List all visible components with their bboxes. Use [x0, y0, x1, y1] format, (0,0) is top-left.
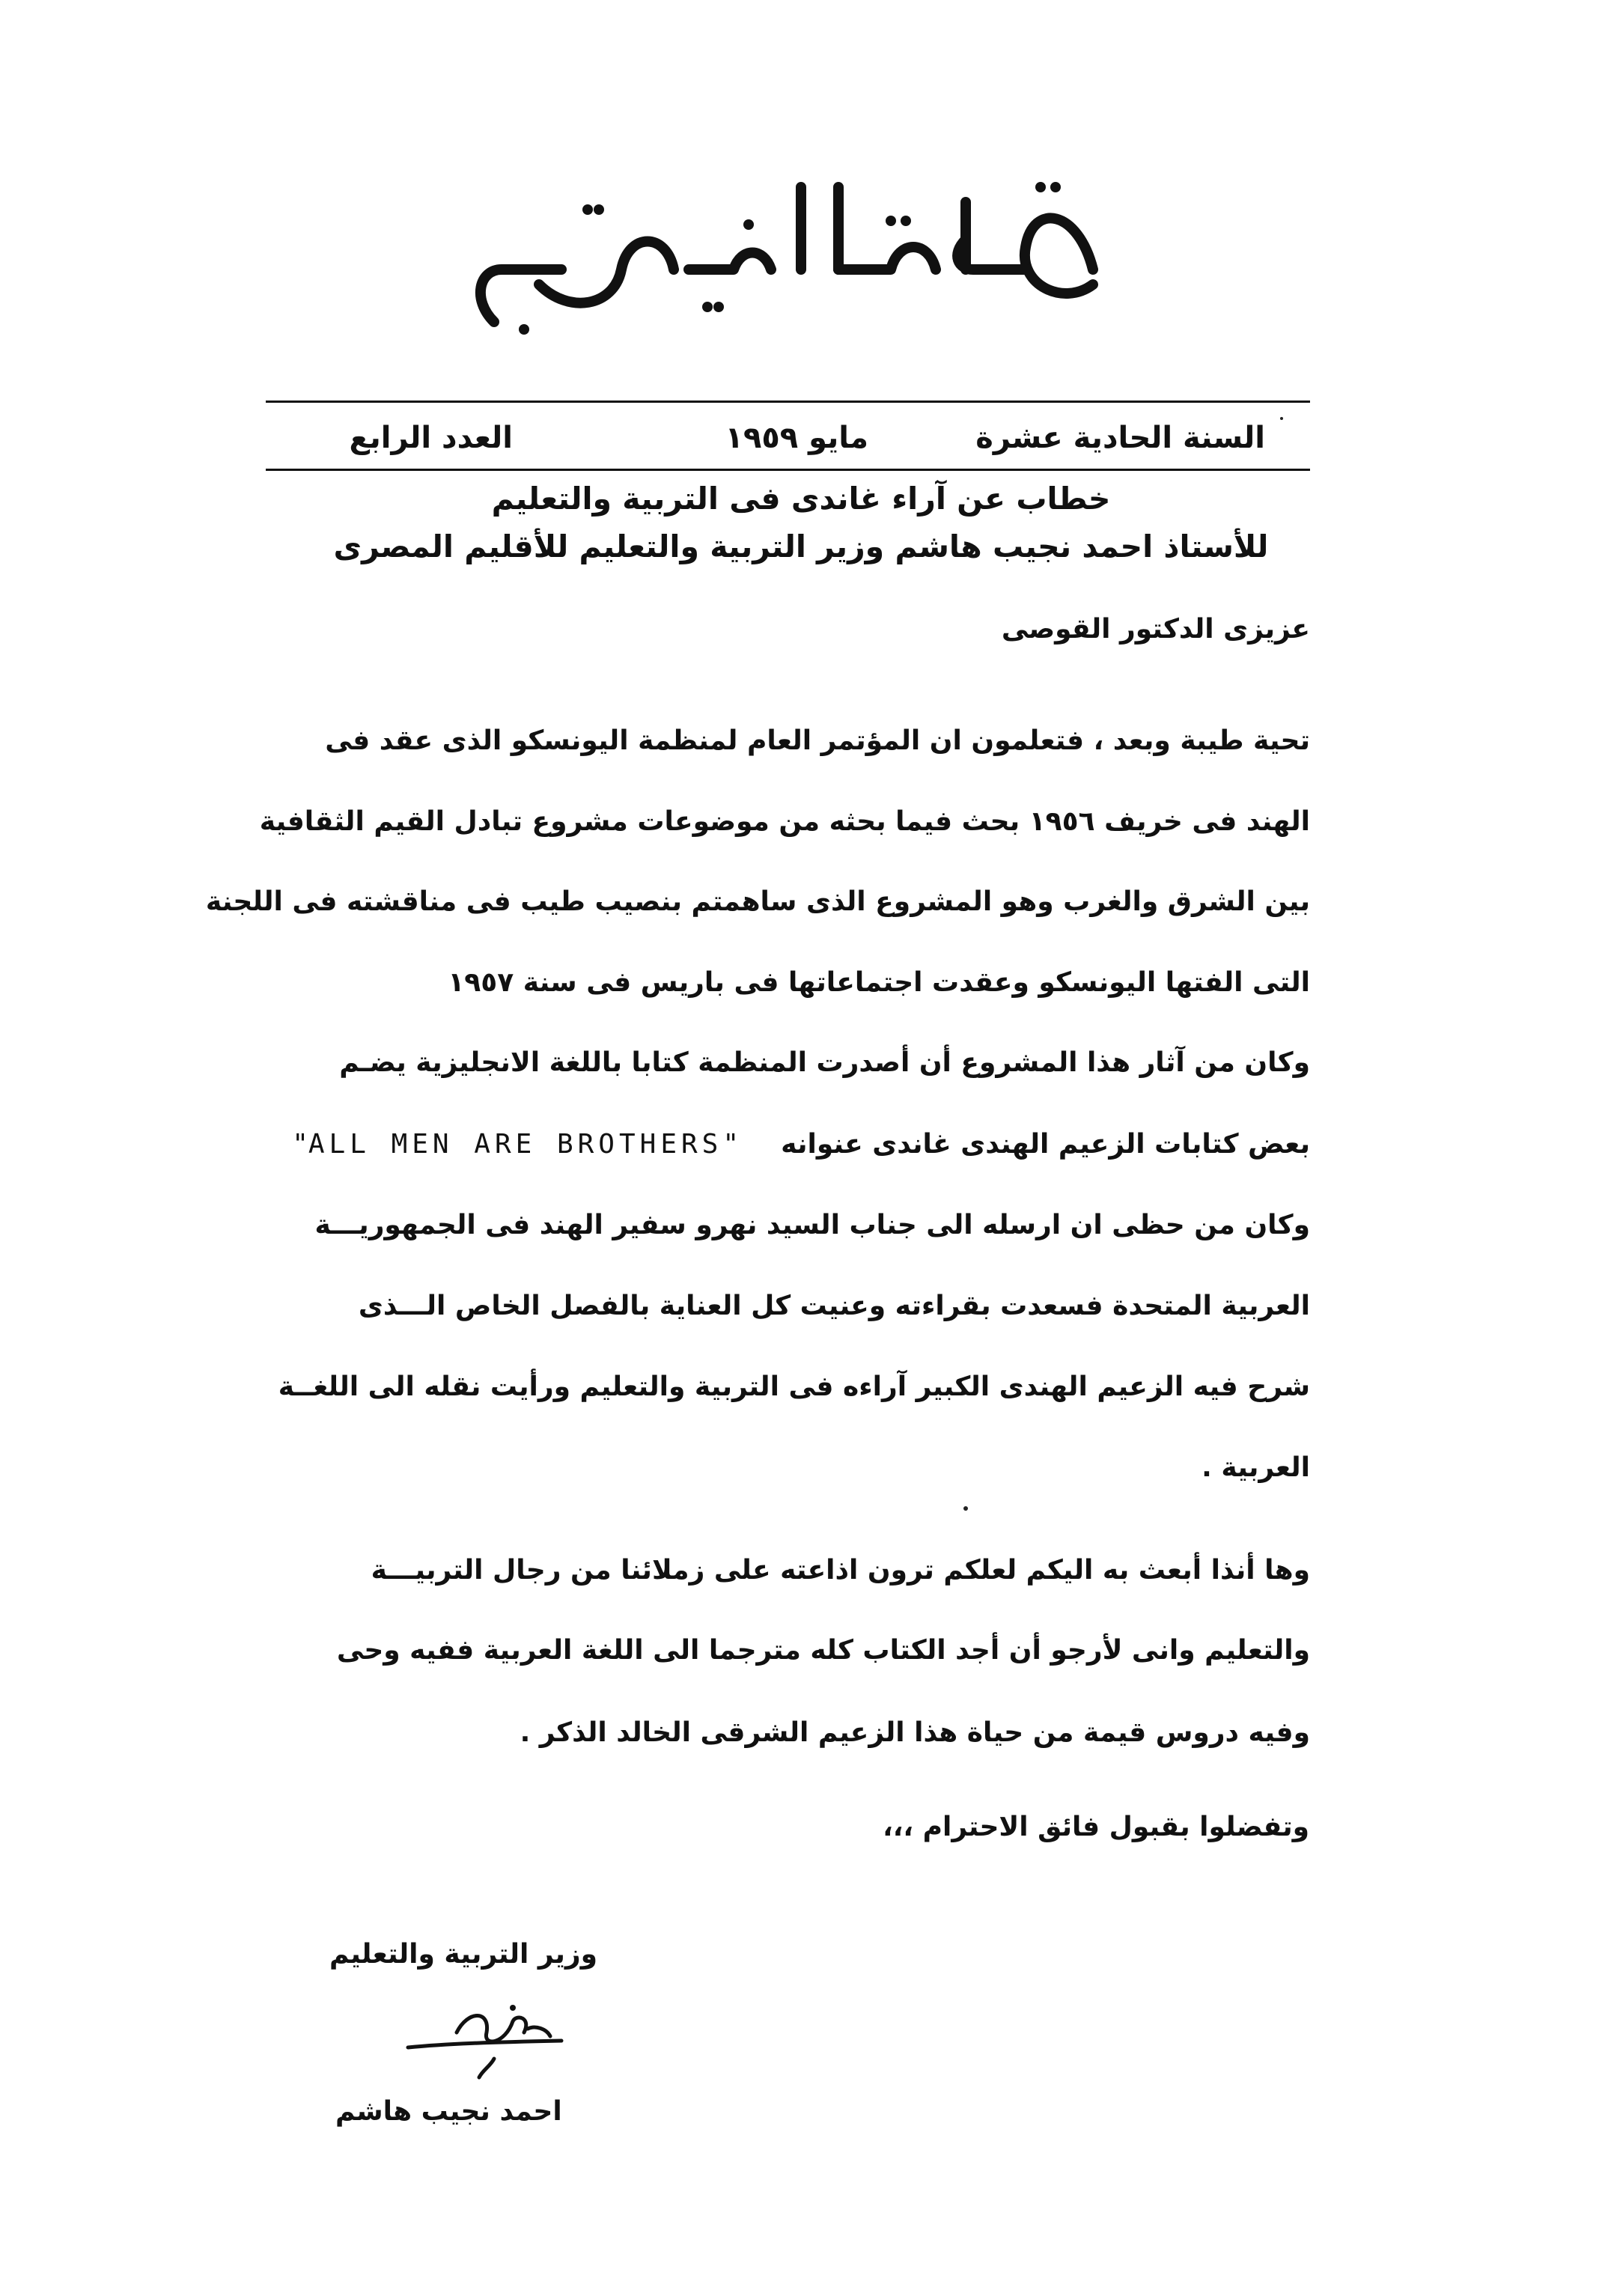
paragraph-line: وكان من حظى ان ارسله الى جناب السيد نهرو سفير الهند فى الجمهوريـــة [314, 1210, 1310, 1240]
issue-info-row [266, 410, 1310, 466]
issue-number: العدد الرابع [349, 421, 513, 455]
top-rule [266, 401, 1310, 403]
book-title: "ALL MEN ARE BROTHERS" [292, 1129, 744, 1160]
paragraph-line: والتعليم وانى لأرجو أن أجد الكتاب كله مترجما الى اللغة العربية ففيه وحى [336, 1635, 1310, 1666]
article-byline: للأستاذ احمد نجيب هاشم وزير التربية والتعليم للأقليم المصرى [333, 529, 1269, 564]
issue-date: مايو ١٩٥٩ [725, 421, 868, 455]
paragraph-line: الهند فى خريف ١٩٥٦ بحث فيما بحثه من موضوعات مشروع تبادل القيم الثقافية [259, 806, 1310, 837]
bottom-rule [266, 469, 1310, 471]
paragraph-line-text: بعض كتابات الزعيم الهندى غاندى عنوانه [781, 1129, 1310, 1160]
letter-salutation: عزيزى الدكتور القوصى [1001, 614, 1310, 645]
paragraph-line-with-book-title [273, 1118, 1310, 1171]
paragraph-line: التى الفتها اليونسكو وعقدت اجتماعاتها فى باريس فى سنة ١٩٥٧ [448, 967, 1310, 998]
handwritten-signature [401, 1991, 573, 2081]
scan-speck [963, 1506, 968, 1511]
article-title: خطاب عن آراء غاندى فى التربية والتعليم [491, 481, 1111, 517]
paragraph-line: تحية طيبة وبعد ، فتعلمون ان المؤتمر العام لمنظمة اليونسكو الذى عقد فى [325, 725, 1310, 756]
signatory-name: احمد نجيب هاشم [335, 2096, 562, 2127]
masthead-calligraphy [449, 157, 1123, 374]
paragraph-line: بين الشرق والغرب وهو المشروع الذى ساهمتم بنصيب طيب فى مناقشته فى اللجنة [205, 886, 1310, 917]
paragraph-line: العربية المتحدة فسعدت بقراءته وعنيت كل العناية بالفصل الخاص الـــذى [358, 1291, 1310, 1321]
paragraph-line: العربية . [1202, 1452, 1310, 1483]
paragraph-line: وها أنذا أبعث به اليكم لعلكم ترون اذاعته على زملائنا من رجال التربيـــة [371, 1555, 1310, 1586]
masthead-logo [449, 157, 1123, 374]
scan-speck [1280, 417, 1283, 420]
paragraph-line: شرح فيه الزعيم الهندى الكبير آراءه فى التربية والتعليم ورأيت نقله الى اللغــة [278, 1371, 1310, 1402]
letter-closing: وتفضلوا بقبول فائق الاحترام ،،، [883, 1812, 1309, 1842]
signatory-title: وزير التربية والتعليم [329, 1939, 597, 1970]
paragraph-line: وفيه دروس قيمة من حياة هذا الزعيم الشرقى الخالد الذكر . [520, 1717, 1310, 1748]
paragraph-line: وكان من آثار هذا المشروع أن أصدرت المنظمة كتابا باللغة الانجليزية يضـم [339, 1047, 1310, 1078]
issue-year: السنة الحادية عشرة [975, 421, 1265, 455]
